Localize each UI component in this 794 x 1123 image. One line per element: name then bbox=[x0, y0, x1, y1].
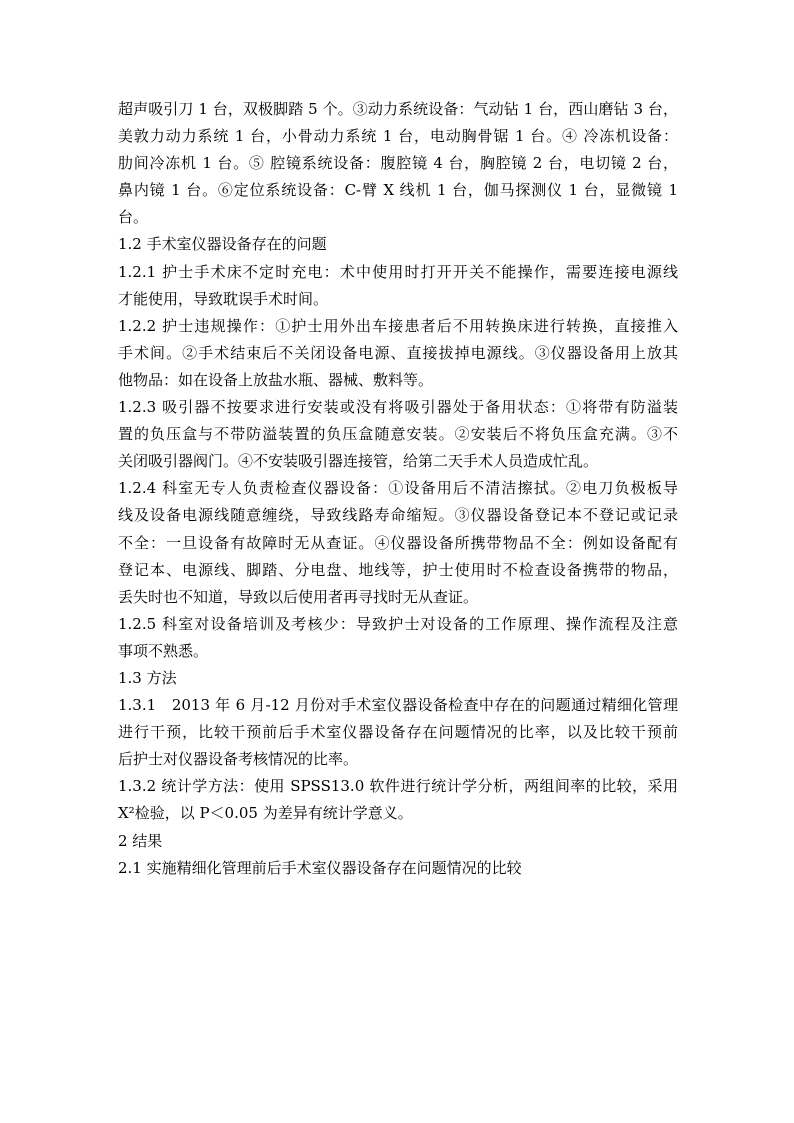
subsection-heading: 2.1 实施精细化管理前后手术室仪器设备存在问题情况的比较 bbox=[118, 858, 522, 877]
text-line: 台。 bbox=[118, 208, 149, 227]
text-line: 1.3.1 2013 年 6 月-12 月份对手术室仪器设备检查中存在的问题通过精细化管理 bbox=[118, 696, 678, 715]
text-line: 手术间。②手术结束后不关闭设备电源、直接拔掉电源线。③仪器设备用上放其 bbox=[118, 343, 678, 362]
text-line: 才能使用，导致耽误手术时间。 bbox=[118, 289, 329, 308]
text-line: 线及设备电源线随意缠绕，导致线路寿命缩短。③仪器设备登记本不登记或记录 bbox=[118, 506, 678, 525]
text-line: 1.3.2 统计学方法：使用 SPSS13.0 软件进行统计学分析，两组间率的比较，采用 bbox=[118, 777, 678, 796]
section-heading: 1.3 方法 bbox=[118, 668, 177, 687]
text-line: 美敦力动力系统 1 台，小骨动力系统 1 台，电动胸骨锯 1 台。④ 冷冻机设备： bbox=[118, 127, 678, 146]
text-line: X²检验，以 P＜0.05 为差异有统计学意义。 bbox=[118, 804, 413, 823]
text-line: 1.2.1 护士手术床不定时充电：术中使用时打开开关不能操作，需要连接电源线 bbox=[118, 262, 678, 281]
section-heading: 1.2 手术室仪器设备存在的问题 bbox=[118, 235, 327, 254]
text-line: 他物品：如在设备上放盐水瓶、器械、敷料等。 bbox=[118, 370, 434, 389]
document-body bbox=[118, 96, 678, 882]
text-line: 进行干预，比较干预前后手术室仪器设备存在问题情况的比率，以及比较干预前 bbox=[118, 723, 678, 742]
text-line: 置的负压盒与不带防溢装置的负压盒随意安装。②安装后不将负压盒充满。③不 bbox=[118, 425, 678, 444]
text-line: 登记本、电源线、脚踏、分电盘、地线等，护士使用时不检查设备携带的物品， bbox=[118, 560, 678, 579]
section-heading: 2 结果 bbox=[118, 831, 163, 850]
text-line: 超声吸引刀 1 台，双极脚踏 5 个。③动力系统设备：气动钻 1 台，西山磨钻 3 台， bbox=[118, 100, 678, 118]
text-line: 关闭吸引器阀门。④不安装吸引器连接管，给第二天手术人员造成忙乱。 bbox=[118, 452, 599, 471]
text-line: 1.2.3 吸引器不按要求进行安装或没有将吸引器处于备用状态：①将带有防溢装 bbox=[118, 398, 678, 417]
text-line: 不全：一旦设备有故障时无从查证。④仪器设备所携带物品不全：例如设备配有 bbox=[118, 533, 678, 552]
text-line: 1.2.5 科室对设备培训及考核少：导致护士对设备的工作原理、操作流程及注意 bbox=[118, 614, 678, 633]
text-line: 肋间冷冻机 1 台。⑤ 腔镜系统设备：腹腔镜 4 台，胸腔镜 2 台，电切镜 2 台， bbox=[118, 154, 678, 173]
text-line: 1.2.2 护士违规操作：①护士用外出车接患者后不用转换床进行转换，直接推入 bbox=[118, 316, 678, 335]
text-line: 丢失时也不知道，导致以后使用者再寻找时无从查证。 bbox=[118, 587, 479, 606]
text-line: 后护士对仪器设备考核情况的比率。 bbox=[118, 750, 359, 769]
text-line: 鼻内镜 1 台。⑥定位系统设备：C-臂 X 线机 1 台，伽马探测仪 1 台，显微镜 1 bbox=[118, 181, 678, 200]
text-line: 事项不熟悉。 bbox=[118, 641, 209, 660]
text-line: 1.2.4 科室无专人负责检查仪器设备：①设备用后不清洁擦拭。②电刀负极板导 bbox=[118, 479, 678, 498]
